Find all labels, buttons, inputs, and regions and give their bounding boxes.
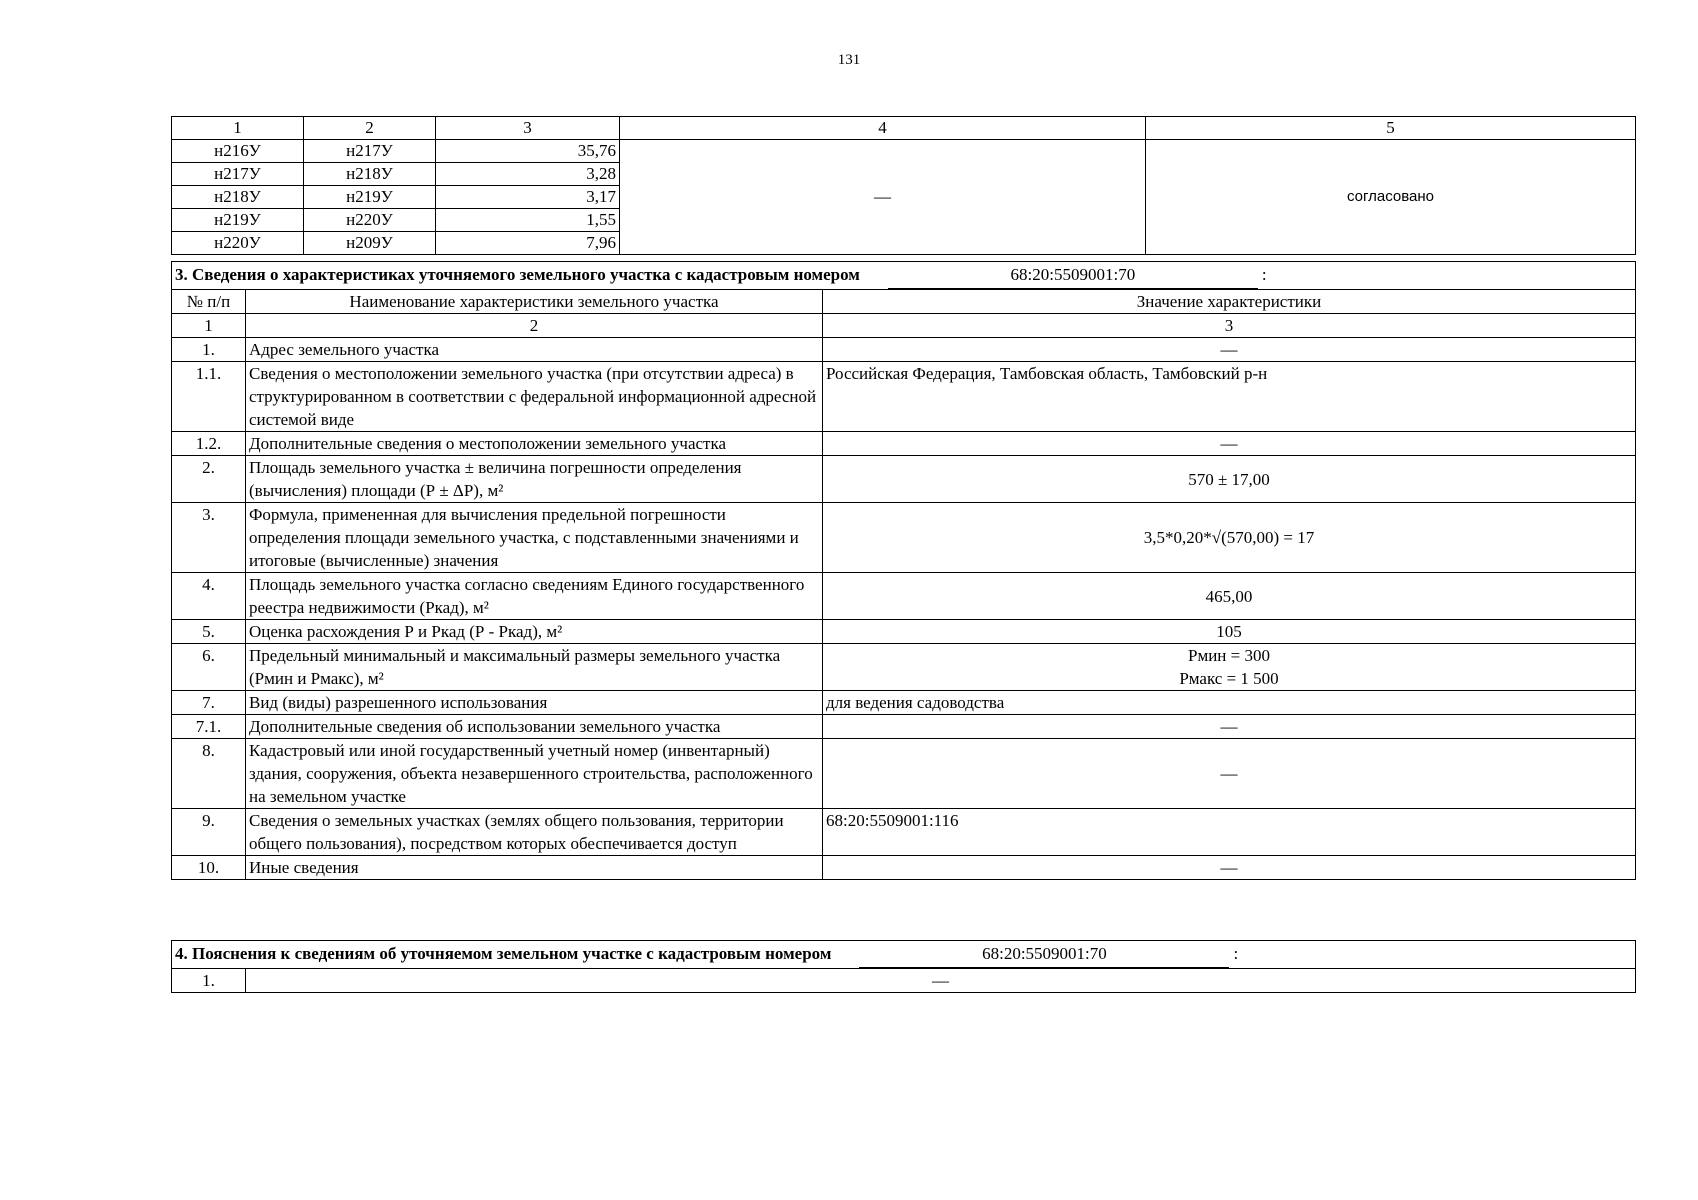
- row-value: 570 ± 17,00: [823, 456, 1636, 503]
- row-name: Вид (виды) разрешенного использования: [246, 691, 823, 715]
- section4-colon: :: [1233, 944, 1239, 963]
- section3-colon: :: [1261, 265, 1267, 284]
- point-from: н220У: [172, 232, 304, 255]
- col-number: 5: [1146, 117, 1636, 140]
- row-name: Иные сведения: [246, 856, 823, 880]
- distance: 1,55: [436, 209, 620, 232]
- table-row: [172, 573, 1636, 620]
- row-number: 1.: [172, 969, 246, 993]
- table-row: [172, 503, 1636, 573]
- row-value: 465,00: [823, 573, 1636, 620]
- distance: 3,28: [436, 163, 620, 186]
- table-row: [172, 715, 1636, 739]
- row-name: Сведения о местоположении земельного участка (при отсутствии адреса) в структурированном в соответствии с федеральной информационной адресной системой виде: [246, 362, 823, 432]
- header-row: [172, 290, 1636, 314]
- row-value: 3,5*0,20*√(570,00) = 17: [823, 503, 1636, 573]
- section3-title-text: 3. Сведения о характеристиках уточняемого земельного участка с кадастровым номером: [175, 265, 860, 284]
- row-name: Площадь земельного участка согласно сведениям Единого государственного реестра недвижимости (Ркад), м²: [246, 573, 823, 620]
- col-number: 1: [172, 117, 304, 140]
- point-to: н220У: [304, 209, 436, 232]
- row-name: Оценка расхождения Р и Ркад (Р - Ркад), м²: [246, 620, 823, 644]
- row-number: 8.: [172, 739, 246, 809]
- row-number: 3.: [172, 503, 246, 573]
- point-to: н217У: [304, 140, 436, 163]
- section4-title-row: [172, 941, 1636, 969]
- point-to: н209У: [304, 232, 436, 255]
- row-number: 5.: [172, 620, 246, 644]
- col-number: 2: [304, 117, 436, 140]
- table-row: [172, 739, 1636, 809]
- table-row: [172, 644, 1636, 691]
- row-number: 4.: [172, 573, 246, 620]
- point-from: н217У: [172, 163, 304, 186]
- row-value: —: [823, 856, 1636, 880]
- point-to: н219У: [304, 186, 436, 209]
- row-number: 10.: [172, 856, 246, 880]
- row-value: —: [823, 338, 1636, 362]
- row-value: —: [246, 969, 1636, 993]
- row-value: 105: [823, 620, 1636, 644]
- header-num: № п/п: [172, 290, 246, 314]
- row-name: Формула, примененная для вычисления предельной погрешности определения площади земельного участка, с подставленными значениями и итоговые (вычисленные) значения: [246, 503, 823, 573]
- column-number-row: [172, 117, 1636, 140]
- point-from: н219У: [172, 209, 304, 232]
- row-value: [823, 644, 1636, 691]
- table-row: [172, 432, 1636, 456]
- table-row: [172, 809, 1636, 856]
- row-value: —: [823, 739, 1636, 809]
- header-value: Значение характеристики: [823, 290, 1636, 314]
- distance: 35,76: [436, 140, 620, 163]
- row-value: —: [823, 715, 1636, 739]
- point-from: н216У: [172, 140, 304, 163]
- col4-value: —: [620, 140, 1146, 255]
- row-name: Предельный минимальный и максимальный размеры земельного участка (Рмин и Рмакс), м²: [246, 644, 823, 691]
- row-name: Кадастровый или иной государственный учетный номер (инвентарный) здания, сооружения, объекта незавершенного строительства, расположенного на земельном участке: [246, 739, 823, 809]
- table-row: [172, 140, 1636, 163]
- col-number: 3: [436, 117, 620, 140]
- row-number: 6.: [172, 644, 246, 691]
- column-number-row: [172, 314, 1636, 338]
- section4-cadastral-number: 68:20:5509001:70: [859, 941, 1229, 968]
- row-value: —: [823, 432, 1636, 456]
- header-name: Наименование характеристики земельного участка: [246, 290, 823, 314]
- row-value: Российская Федерация, Тамбовская область, Тамбовский р-н: [823, 362, 1636, 432]
- max-size-value: Рмакс = 1 500: [1179, 669, 1279, 688]
- min-size-value: Рмин = 300: [1188, 646, 1270, 665]
- agreement-status: согласовано: [1146, 140, 1636, 255]
- table-row: [172, 362, 1636, 432]
- col-number: 1: [172, 314, 246, 338]
- point-to: н218У: [304, 163, 436, 186]
- table-row: [172, 456, 1636, 503]
- section3-cadastral-number: 68:20:5509001:70: [888, 262, 1258, 289]
- table-row: [172, 856, 1636, 880]
- col-number: 2: [246, 314, 823, 338]
- explanations-table: [171, 940, 1636, 993]
- row-number: 1.: [172, 338, 246, 362]
- row-number: 9.: [172, 809, 246, 856]
- row-number: 1.2.: [172, 432, 246, 456]
- point-from: н218У: [172, 186, 304, 209]
- row-number: 7.: [172, 691, 246, 715]
- col-number: 4: [620, 117, 1146, 140]
- section3-title-row: [172, 262, 1636, 290]
- page-number: 131: [837, 52, 861, 68]
- section3-title: [172, 262, 1636, 290]
- section4-title: [172, 941, 1636, 969]
- section4-title-text: 4. Пояснения к сведениям об уточняемом земельном участке с кадастровым номером: [175, 944, 832, 963]
- row-name: Сведения о земельных участках (землях общего пользования, территории общего пользования), посредством которых обеспечивается доступ: [246, 809, 823, 856]
- row-name: Адрес земельного участка: [246, 338, 823, 362]
- row-number: 2.: [172, 456, 246, 503]
- table-row: [172, 969, 1636, 993]
- row-name: Дополнительные сведения о местоположении земельного участка: [246, 432, 823, 456]
- col-number: 3: [823, 314, 1636, 338]
- row-number: 7.1.: [172, 715, 246, 739]
- table-row: [172, 620, 1636, 644]
- boundary-table: [171, 116, 1636, 255]
- row-name: Площадь земельного участка ± величина погрешности определения (вычисления) площади (Р ± ΔР), м²: [246, 456, 823, 503]
- characteristics-table: [171, 261, 1636, 880]
- row-name: Дополнительные сведения об использовании земельного участка: [246, 715, 823, 739]
- row-number: 1.1.: [172, 362, 246, 432]
- table-row: [172, 691, 1636, 715]
- distance: 7,96: [436, 232, 620, 255]
- row-value: для ведения садоводства: [823, 691, 1636, 715]
- table-row: [172, 338, 1636, 362]
- row-value: 68:20:5509001:116: [823, 809, 1636, 856]
- distance: 3,17: [436, 186, 620, 209]
